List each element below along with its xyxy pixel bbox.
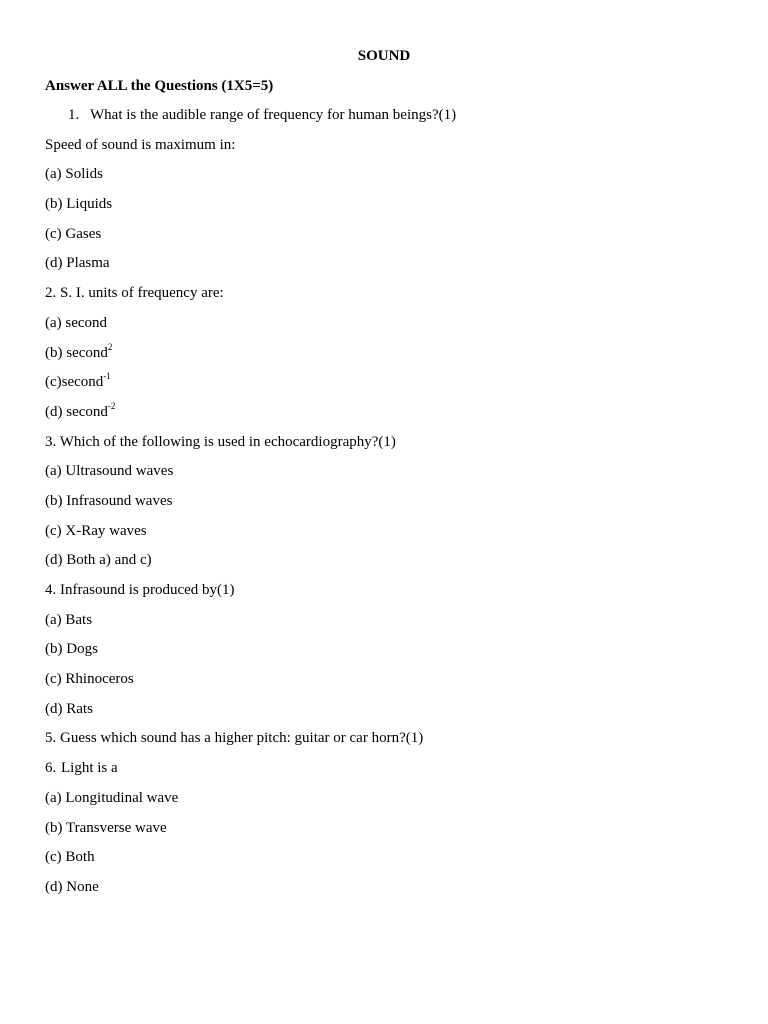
option-2-c-superscript: -1 [103,371,111,382]
option-2-a [45,313,723,333]
question-1-number: 1. [68,107,80,123]
option-2-b-label: (b) second [45,344,108,361]
option-4-a: (a) Bats [45,611,93,628]
option-3-c: (c) X-Ray waves [45,522,147,539]
option-4-c: (c) Rhinoceros [45,671,134,688]
question-4-text: 4. Infrasound is produced by(1) [45,582,235,598]
question-3-text: 3. Which of the following is used in echocardiography?(1) [45,433,396,450]
option-6-d: (d) None [45,878,99,895]
option-speed-a: (a) Solids [45,166,103,183]
option-speed-b: (b) Liquids [45,196,113,213]
question-2-text: 2. S. I. units of frequency are: [45,285,224,302]
option-6-b: (b) Transverse wave [45,819,167,836]
option-2-d-superscript: -2 [107,400,116,411]
option-3-a: (a) Ultrasound waves [45,463,174,480]
question-speed-text: Speed of sound is maximum in: [45,136,236,153]
option-2-b-superscript: 2 [107,341,113,352]
option-3-b: (b) Infrasound waves [45,492,173,509]
option-speed-c: (c) Gases [45,225,102,242]
option-2-d [45,402,723,422]
option-6-c: (c) Both [45,849,95,866]
question-1 [45,105,723,125]
instruction-heading: Answer ALL the Questions (1X5=5) [45,78,274,94]
option-3-d: (d) Both a) and c) [45,552,152,569]
option-speed-d: (d) Plasma [45,255,110,272]
option-4-b: (b) Dogs [45,641,98,658]
option-2-a-label: (a) second [45,314,108,331]
option-2-c-label: (c)second [45,374,104,391]
option-6-a: (a) Longitudinal wave [45,789,179,806]
question-6-text: Light is a [61,760,118,777]
option-2-b [45,343,723,363]
option-2-d-label: (d) second [45,403,108,420]
option-4-d: (d) Rats [45,700,93,717]
question-5-text: 5. Guess which sound has a higher pitch: guitar or car horn?(1) [45,730,424,747]
document-title: SOUND [357,48,411,64]
option-2-c [45,372,723,392]
question-1-text: What is the audible range of frequency for human beings?(1) [90,107,457,123]
question-6-number: 6. [45,760,57,777]
question-6 [45,758,723,778]
